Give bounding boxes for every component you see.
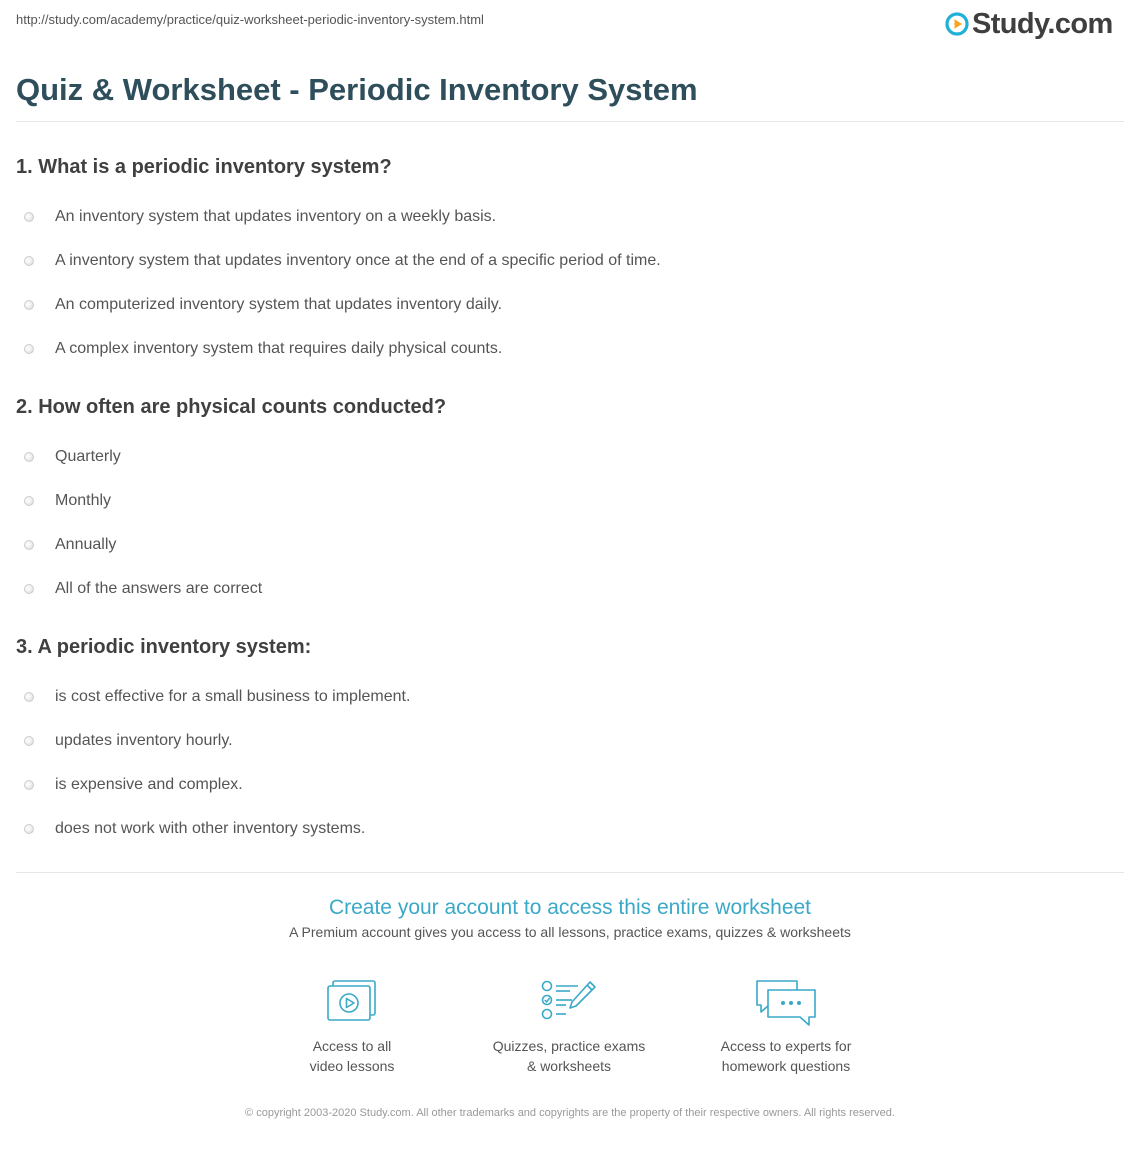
answer-option[interactable] — [16, 523, 1116, 567]
feature-label-line: & worksheets — [526, 1058, 612, 1074]
question-text: 3. A periodic inventory system: — [16, 636, 312, 658]
answer-option-label: does not work with other inventory systems. — [55, 820, 366, 837]
feature-label — [686, 1036, 886, 1076]
answer-option[interactable] — [16, 283, 1116, 327]
signup-cta — [0, 894, 1140, 942]
answer-option-label: Quarterly — [55, 448, 121, 465]
feature-label-line: video lessons — [309, 1058, 395, 1074]
logo-text: Study.com — [972, 8, 1113, 40]
question-text: 1. What is a periodic inventory system? — [16, 156, 392, 178]
feature-label-line: Quizzes, practice exams — [492, 1038, 646, 1054]
radio-button-icon[interactable] — [24, 584, 34, 594]
answer-option[interactable] — [16, 763, 1116, 807]
cta-divider — [16, 872, 1124, 873]
answer-option[interactable] — [16, 435, 1116, 479]
feature-experts — [686, 978, 886, 1076]
answer-options — [16, 435, 1116, 611]
answer-option[interactable] — [16, 195, 1116, 239]
answer-option-label: Annually — [55, 536, 117, 553]
feature-label — [469, 1036, 669, 1076]
answer-option[interactable] — [16, 675, 1116, 719]
radio-button-icon[interactable] — [24, 496, 34, 506]
feature-label — [252, 1036, 452, 1076]
radio-button-icon[interactable] — [24, 452, 34, 462]
answer-option-label: updates inventory hourly. — [55, 732, 233, 749]
answer-options — [16, 675, 1116, 851]
radio-button-icon[interactable] — [24, 212, 34, 222]
answer-option[interactable] — [16, 807, 1116, 851]
cta-subtitle: A Premium account gives you access to all lessons, practice exams, quizzes & worksheets — [289, 924, 851, 940]
radio-button-icon[interactable] — [24, 540, 34, 550]
radio-button-icon[interactable] — [24, 736, 34, 746]
answer-option-label: All of the answers are correct — [55, 580, 263, 597]
answer-option[interactable] — [16, 327, 1116, 371]
question-3 — [16, 635, 1116, 851]
question-2 — [16, 395, 1116, 611]
answer-option-label: Monthly — [55, 492, 112, 509]
question-1 — [16, 155, 1116, 371]
answer-option[interactable] — [16, 719, 1116, 763]
radio-button-icon[interactable] — [24, 300, 34, 310]
feature-label-line: homework questions — [721, 1058, 851, 1074]
feature-video-lessons — [252, 978, 452, 1076]
answer-option-label: is cost effective for a small business to implement. — [55, 688, 411, 705]
radio-button-icon[interactable] — [24, 780, 34, 790]
feature-label-line: Access to all — [312, 1038, 392, 1054]
answer-option-label: An computerized inventory system that updates inventory daily. — [55, 296, 503, 313]
question-text: 2. How often are physical counts conducted? — [16, 396, 447, 418]
quiz-checklist-icon — [540, 978, 598, 1024]
radio-button-icon[interactable] — [24, 344, 34, 354]
answer-options — [16, 195, 1116, 371]
feature-quizzes — [469, 978, 669, 1076]
page-url: http://study.com/academy/practice/quiz-worksheet-periodic-inventory-system.html — [16, 12, 484, 27]
answer-option[interactable] — [16, 567, 1116, 611]
page-title: Quiz & Worksheet - Periodic Inventory System — [16, 72, 698, 107]
copyright-notice: © copyright 2003-2020 Study.com. All other trademarks and copyrights are the property of their respective owners. All rights reserved. — [245, 1107, 895, 1119]
chat-bubbles-icon — [754, 978, 818, 1028]
radio-button-icon[interactable] — [24, 256, 34, 266]
answer-option-label: A complex inventory system that requires daily physical counts. — [55, 340, 503, 357]
video-lessons-icon — [325, 978, 379, 1024]
cta-link[interactable]: Create your account to access this entire worksheet — [328, 896, 812, 919]
feature-label-line: Access to experts for — [720, 1038, 852, 1054]
answer-option-label: A inventory system that updates inventory once at the end of a specific period of time. — [55, 252, 661, 269]
answer-option[interactable] — [16, 479, 1116, 523]
radio-button-icon[interactable] — [24, 824, 34, 834]
answer-option[interactable] — [16, 239, 1116, 283]
title-divider — [16, 121, 1124, 122]
answer-option-label: is expensive and complex. — [55, 776, 243, 793]
study-logo[interactable] — [945, 6, 1113, 42]
play-circle-icon — [945, 12, 969, 36]
answer-option-label: An inventory system that updates inventory on a weekly basis. — [55, 208, 497, 225]
radio-button-icon[interactable] — [24, 692, 34, 702]
